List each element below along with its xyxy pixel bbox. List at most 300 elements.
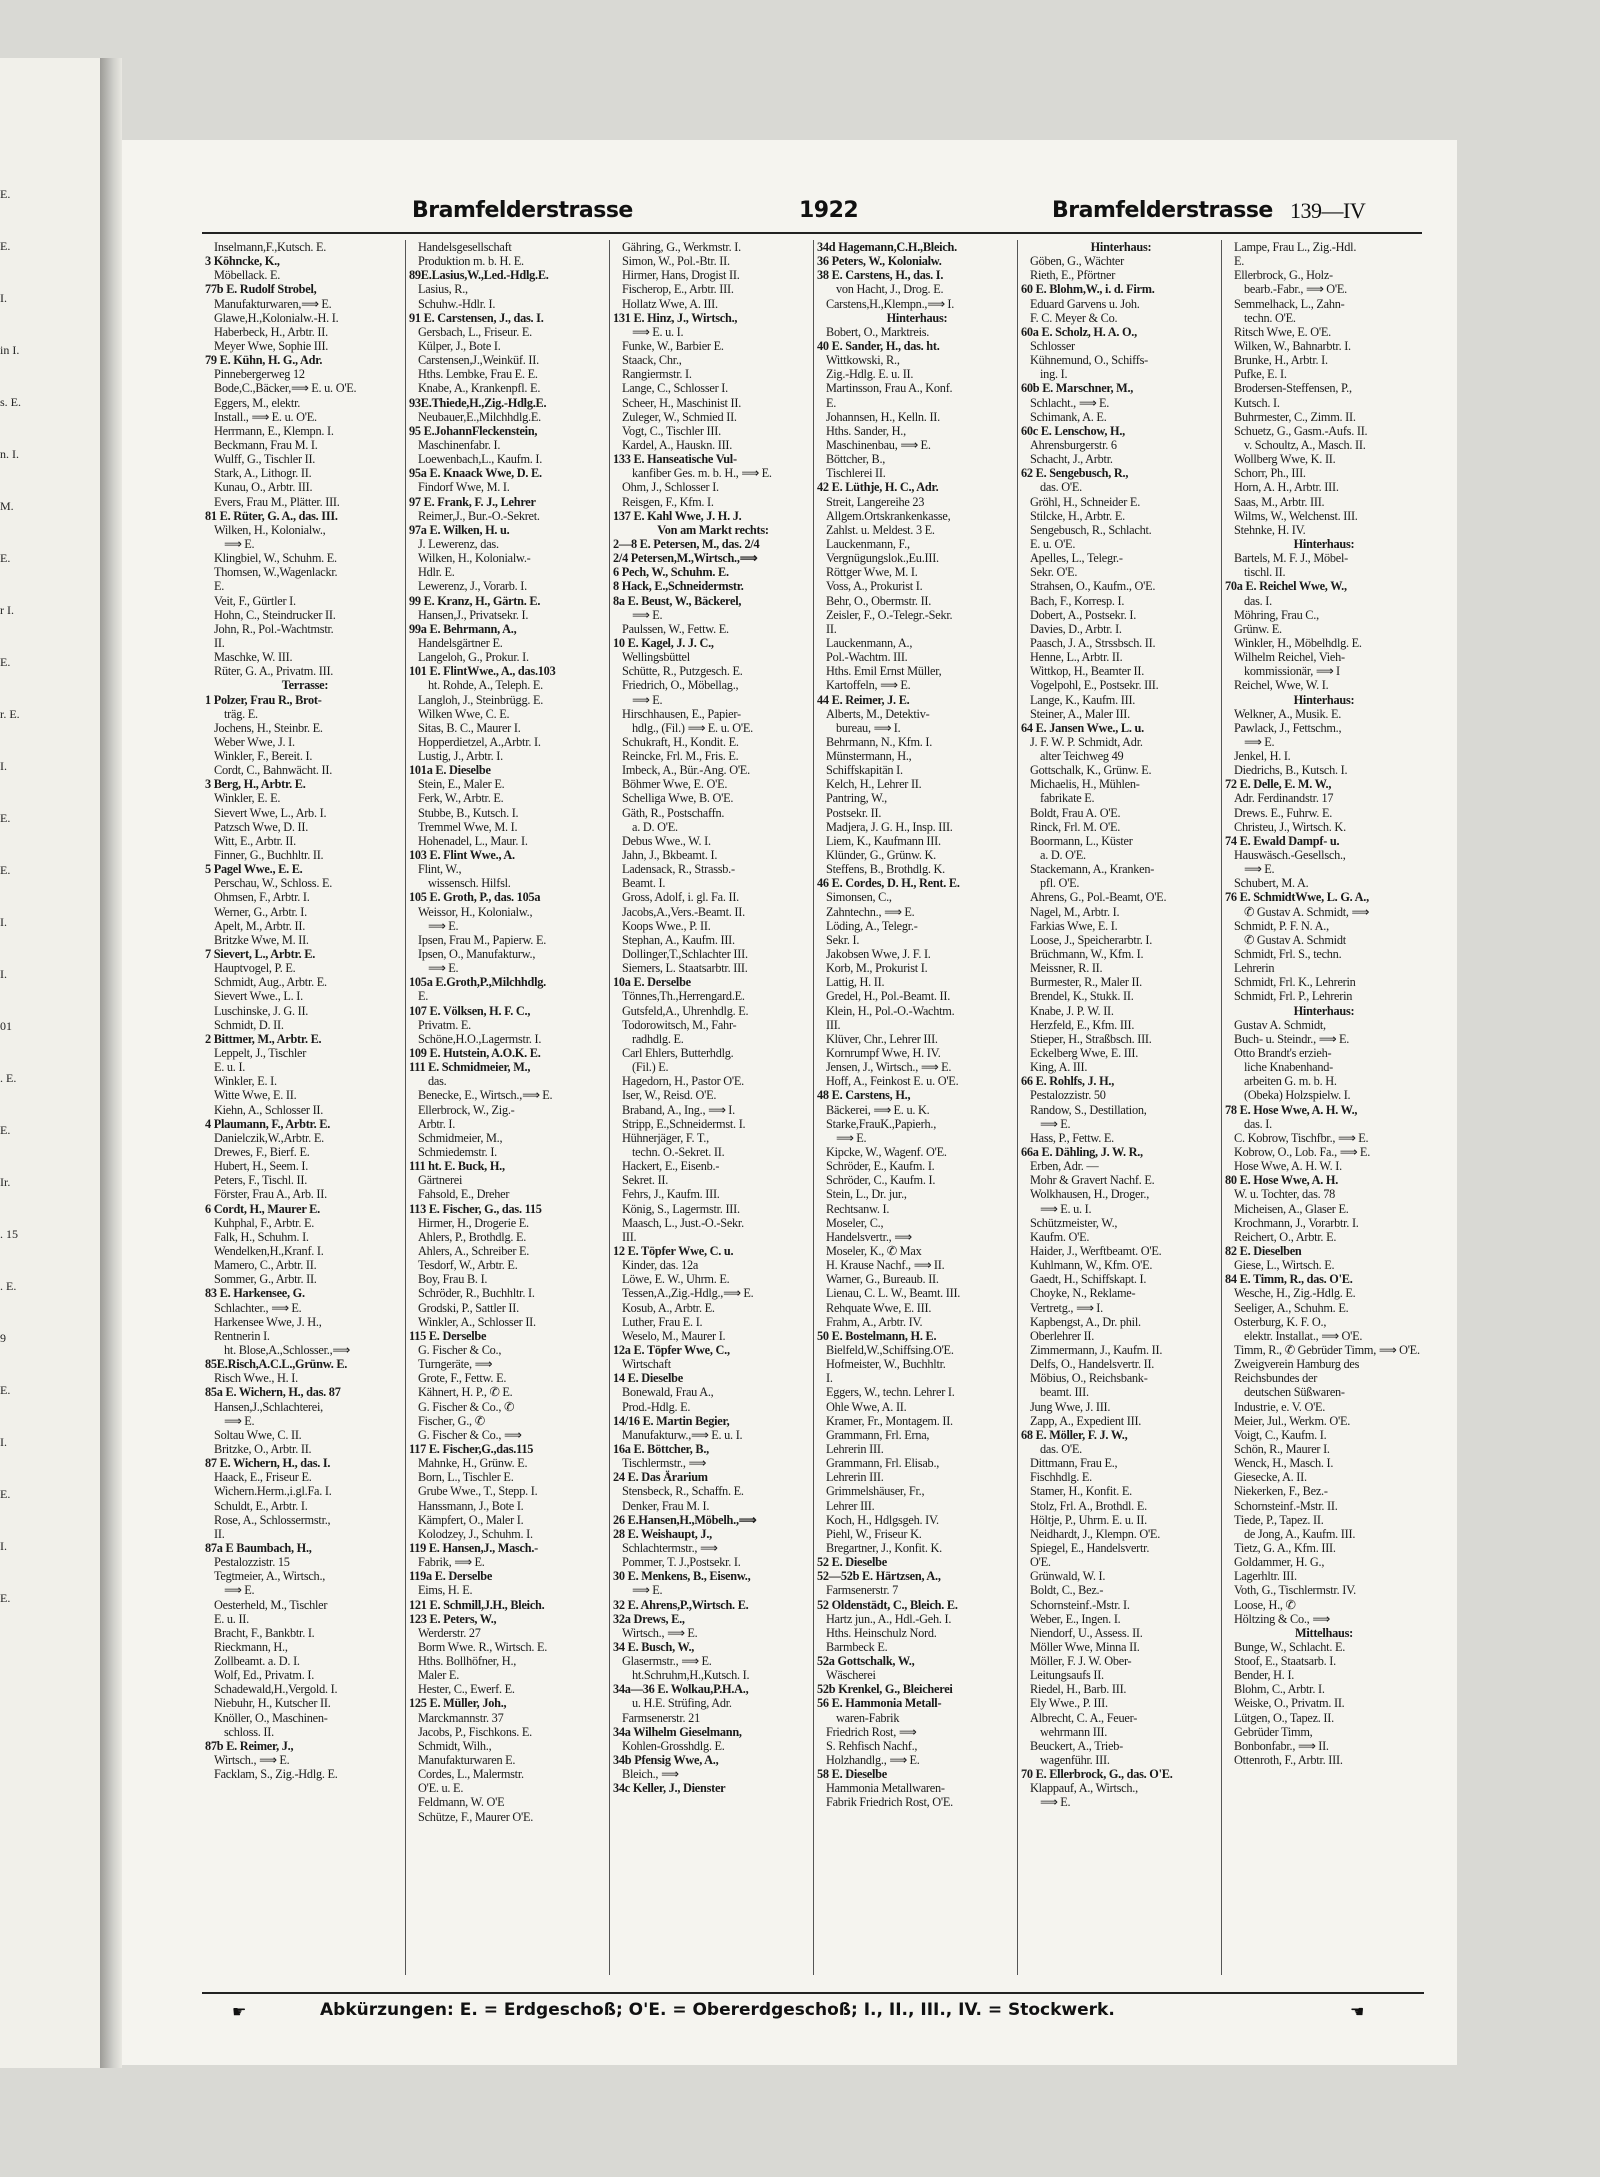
directory-entry: kommissionär, ⟹ I (1244, 664, 1340, 679)
directory-entry: Behr, O., Obermstr. II. (826, 593, 932, 608)
directory-entry: Reincke, Frl. M., Fris. E. (622, 749, 739, 764)
directory-entry: Gaedt, H., Schiffskapt. I. (1030, 1272, 1147, 1287)
directory-entry: waren-Fabrik (836, 1710, 900, 1725)
directory-entry: 38 E. Carstens, H., das. I. (817, 268, 944, 283)
directory-entry: Denker, Frau M. I. (622, 1498, 710, 1513)
directory-entry: ⟹ E. (428, 961, 459, 976)
directory-entry: Grünwald, W. I. (1030, 1569, 1106, 1584)
directory-entry: 66 E. Rohlfs, J. H., (1021, 1074, 1115, 1089)
directory-entry: Brendel, K., Stukk. II. (1030, 989, 1134, 1004)
previous-page-fragment: I. (0, 292, 7, 305)
directory-entry: Hanssmann, J., Bote I. (418, 1498, 524, 1513)
directory-entry: 34d Hagemann,C.H.,Bleich. (817, 240, 957, 254)
directory-entry: Randow, S., Destillation, (1030, 1102, 1147, 1117)
directory-entry: Tönnes,Th.,Herrengard.E. (622, 989, 745, 1004)
directory-entry: hdlg., (Fil.) ⟹ E. u. O'E. (632, 720, 753, 735)
directory-entry: u. H.E. Strüfing, Adr. (632, 1696, 732, 1711)
directory-entry: Schröder, C., Kaufm. I. (826, 1173, 936, 1188)
directory-entry: alter Teichweg 49 (1040, 749, 1124, 764)
directory-entry: Jensen, J., Wirtsch., ⟹ E. (826, 1060, 952, 1075)
directory-entry: Böhmer Wwe, E. O'E. (622, 777, 728, 792)
directory-entry: 81 E. Rüter, G. A., das. III. (205, 508, 338, 523)
directory-entry: 131 E. Hinz, J., Wirtsch., (613, 310, 738, 325)
directory-entry: Wilken Wwe, C. E. (418, 706, 510, 721)
directory-entry: Hohenadel, L., Maur. I. (418, 833, 528, 848)
directory-entry: Gersbach, L., Friseur. E. (418, 324, 532, 339)
directory-entry: Bobert, O., Marktreis. (826, 324, 930, 339)
directory-entry: Ottenroth, F., Arbtr. III. (1234, 1753, 1343, 1768)
directory-entry: Gäth, R., Postschaffn. (622, 805, 725, 820)
directory-entry: Findorf Wwe, M. I. (418, 480, 510, 495)
directory-entry: Friedrich Rost, ⟹ (826, 1724, 917, 1739)
directory-entry: Schiffskapitän I. (826, 763, 903, 778)
directory-entry: Prod.-Hdlg. E. (622, 1399, 691, 1414)
directory-entry: Goldammer, H. G., (1234, 1555, 1325, 1570)
directory-entry: ⟹ E. u. I. (632, 324, 684, 339)
directory-entry: Lauckenmann, F., (826, 536, 910, 551)
directory-entry: Tegtmeier, A., Wirtsch., (214, 1569, 326, 1584)
directory-entry: Kähnert, H. P., ✆ E. (418, 1385, 513, 1400)
directory-entry: Knabe, J. P. W. II. (1030, 1003, 1114, 1018)
directory-entry: Grammann, Frl. Elisab., (826, 1456, 940, 1471)
directory-entry: E. u. II. (214, 1611, 249, 1626)
directory-entry: Choyke, N., Reklame- (1030, 1286, 1136, 1301)
directory-entry: Niendorf, U., Assess. II. (1030, 1625, 1143, 1640)
directory-entry: Danielczik,W.,Arbtr. E. (214, 1130, 324, 1145)
directory-entry: Zweigverein Hamburg des (1234, 1357, 1360, 1372)
directory-entry: Todorowitsch, M., Fahr- (622, 1017, 737, 1032)
directory-entry: Wollberg Wwe, K. II. (1234, 452, 1336, 467)
directory-entry: Buhrmester, C., Zimm. II. (1234, 409, 1356, 424)
directory-entry: Rehquate Wwe, E. III. (826, 1300, 932, 1315)
directory-entry: Behrmann, N., Kfm. I. (826, 734, 933, 749)
directory-entry: Leppelt, J., Tischler (214, 1046, 307, 1061)
directory-entry: Sekret. II. (622, 1173, 669, 1188)
directory-entry: 52 Oldenstädt, C., Bleich. E. (817, 1597, 958, 1612)
directory-entry: Schöne,H.O.,Lagermstr. I. (418, 1031, 542, 1046)
directory-entry: Wenck, H., Masch. I. (1234, 1456, 1334, 1471)
directory-entry: 46 E. Cordes, D. H., Rent. E. (817, 876, 960, 891)
directory-entry: Vergnügungslok.,Eu.III. (826, 551, 939, 566)
directory-entry: 70a E. Reichel Wwe, W., (1225, 579, 1347, 594)
running-head-year: 1922 (799, 198, 859, 223)
directory-entry: Lagerhltr. III. (1234, 1569, 1297, 1584)
directory-entry: Farmsenerstr. 21 (622, 1710, 700, 1725)
directory-entry: ⟹ E. (1244, 862, 1275, 877)
directory-entry: 7 Sievert, L., Arbtr. E. (205, 947, 316, 962)
directory-entry: Hackert, E., Eisenb.- (622, 1159, 720, 1174)
directory-entry: von Hacht, J., Drog. E. (836, 282, 944, 297)
directory-entry: ⟹ E. (1040, 1116, 1071, 1131)
directory-entry: Soltau Wwe, C. II. (214, 1427, 302, 1442)
directory-entry: ht. Blose,A.,Schlosser.,⟹ (224, 1342, 350, 1357)
directory-entry: Friedrich, O., Möbellag., (622, 678, 739, 693)
directory-entry: Zeisler, F., O.-Telegr.-Sekr. (826, 607, 953, 622)
directory-entry: Semmelhack, L., Zahn- (1234, 296, 1345, 311)
directory-entry: 8 Hack, E.,Schneidermstr. (613, 579, 744, 594)
directory-entry: I. (826, 1371, 833, 1386)
directory-entry: Farmsenerstr. 7 (826, 1583, 899, 1598)
previous-page-fragment: E. (0, 1124, 11, 1137)
directory-entry: Möhring, Frau C., (1234, 607, 1319, 622)
directory-entry: Wirtsch., ⟹ E. (622, 1625, 698, 1640)
directory-entry: Otto Brandt's erzieh- (1234, 1046, 1332, 1061)
directory-entry: Wilken, H., Kolonialw., (214, 522, 326, 537)
directory-entry: Bender, H. I. (1234, 1668, 1295, 1683)
directory-entry: Wittkop, H., Beamter II. (1030, 664, 1145, 679)
directory-entry: Bonbonfabr., ⟹ II. (1234, 1738, 1329, 1753)
directory-entry: 58 E. Dieselbe (817, 1767, 887, 1782)
directory-entry: techn. O.-Sekret. II. (632, 1145, 725, 1159)
directory-entry: Ellerbrock, W., Zig.- (418, 1102, 515, 1117)
directory-entry: 3 Berg, H., Arbtr. E. (205, 777, 306, 792)
directory-entry: Mittelhaus: (1294, 1625, 1354, 1640)
directory-entry: Arbtr. I. (418, 1116, 456, 1131)
directory-entry: wagenführ. III. (1040, 1753, 1110, 1768)
pointing-hand-icon: ☛ (232, 2002, 247, 2021)
directory-entry: Fabrik, ⟹ E. (418, 1555, 485, 1570)
directory-entry: Hirmer, Hans, Drogist II. (622, 268, 740, 283)
directory-entry: Vogelpohl, E., Postsekr. III. (1030, 678, 1159, 693)
directory-entry: 76 E. SchmidtWwe, L. G. A., (1225, 890, 1369, 905)
directory-entry: Külper, J., Bote I. (418, 338, 501, 353)
directory-entry: 60b E. Marschner, M., (1021, 381, 1134, 396)
directory-entry: Grünw. E. (1234, 621, 1282, 636)
directory-entry: Wilms, W., Welchenst. III. (1234, 508, 1358, 523)
directory-entry: Timm, R., ✆ Gebrüder Timm, ⟹ O'E. (1234, 1342, 1420, 1357)
directory-entry: Vogt, C., Tischler III. (622, 423, 721, 438)
directory-entry: kanfiber Ges. m. b. H., ⟹ E. (632, 466, 772, 481)
previous-page-fragment: I. (0, 760, 7, 773)
directory-entry: Ahrensburgerstr. 6 (1030, 437, 1117, 452)
directory-entry: 34c Keller, J., Dienster (613, 1781, 726, 1796)
directory-entry: Wolf, Ed., Privatm. I. (214, 1668, 315, 1683)
directory-entry: Eckelberg Wwe, E. III. (1030, 1046, 1139, 1061)
directory-entry: Sievert Wwe, L., Arb. I. (214, 805, 327, 820)
directory-entry: Schütte, R., Putzgesch. E. (622, 664, 743, 679)
directory-entry: Scheer, H., Maschinist II. (622, 395, 742, 410)
directory-entry: Stilcke, H., Arbtr. E. (1030, 508, 1125, 523)
directory-entry: 34b Pfensig Wwe, A., (613, 1753, 719, 1768)
directory-entry: 34a—36 E. Wolkau,P.H.A., (613, 1682, 749, 1697)
directory-entry: Born, L., Tischler E. (418, 1470, 514, 1485)
directory-column (1018, 240, 1222, 1975)
directory-entry: Böttcher, B., (826, 452, 886, 467)
directory-entry: Glasermstr., ⟹ E. (622, 1654, 712, 1669)
directory-entry: 83 E. Harkensee, G. (205, 1286, 305, 1301)
page-number: 139—IV (1290, 198, 1366, 223)
directory-entry: Luschinske, J. G. II. (214, 1003, 309, 1018)
directory-entry: Hofmeister, W., Buchhltr. (826, 1357, 946, 1372)
previous-page-fragment: E. (0, 812, 11, 825)
directory-entry: 87a E Baumbach, H., (205, 1540, 312, 1555)
directory-entry: Schmidt, Frl. P., Lehrerin (1234, 989, 1353, 1004)
directory-entry: Nagel, M., Arbtr. I. (1030, 904, 1120, 919)
directory-entry: Schützmeister, W., (1030, 1215, 1118, 1230)
previous-page-fragment: I. (0, 916, 7, 929)
directory-entry: Lehrerin III. (826, 1441, 884, 1456)
directory-entry: 121 E. Schmill,J.H., Bleich. (409, 1597, 545, 1612)
directory-entry: Weissor, H., Kolonialw., (418, 904, 533, 919)
directory-entry: Meissner, R. II. (1030, 961, 1103, 976)
directory-entry: Gröhl, H., Schneider E. (1030, 494, 1141, 509)
directory-entry: Paasch, J. A., Strssbsch. II. (1030, 635, 1156, 650)
directory-entry: Brunke, H., Arbtr. I. (1234, 353, 1328, 368)
directory-entry: Fahsold, E., Dreher (418, 1187, 510, 1202)
previous-page-fragment: . 15 (0, 1228, 18, 1241)
previous-page-fragment: E. (0, 188, 11, 201)
directory-entry: beamt. III. (1040, 1385, 1089, 1400)
directory-entry: Ohle Wwe, A. II. (826, 1399, 907, 1414)
directory-entry: Förster, Frau A., Arb. II. (214, 1187, 327, 1202)
directory-entry: Langloh, J., Steinbrügg. E. (418, 692, 544, 707)
directory-entry: Rangiermstr. I. (622, 367, 692, 382)
directory-entry: träg. E. (224, 706, 258, 721)
directory-column (610, 240, 814, 1975)
directory-entry: Kobrow, O., Lob. Fa., ⟹ E. (1234, 1145, 1371, 1159)
directory-entry: Schuldt, E., Arbtr. I. (214, 1498, 308, 1513)
directory-entry: Pestalozzistr. 50 (1030, 1088, 1106, 1103)
directory-entry: Oesterheld, M., Tischler (214, 1597, 328, 1612)
directory-entry: Schlacht., ⟹ E. (1030, 395, 1110, 410)
directory-entry: 1 Polzer, Frau R., Brot- (205, 692, 322, 707)
directory-entry: Weselo, M., Maurer I. (622, 1328, 726, 1343)
directory-entry: Stein, E., Maler E. (418, 777, 505, 792)
abbreviations-footer (202, 1992, 1424, 2020)
directory-entry: Carl Ehlers, Butterhdlg. (622, 1046, 734, 1061)
directory-entry: Barmbeck E. (826, 1639, 888, 1654)
directory-entry: Inselmann,F.,Kutsch. E. (214, 240, 327, 254)
directory-entry: II. (214, 635, 225, 650)
directory-entry: Beckmann, Frau M. I. (214, 437, 318, 452)
directory-entry: Lienau, C. L. W., Beamt. III. (826, 1286, 961, 1301)
directory-entry: Stripp, E.,Schneidermst. I. (622, 1116, 746, 1131)
directory-entry: Postsekr. II. (826, 805, 882, 820)
directory-entry: Löding, A., Telegr.- (826, 918, 918, 933)
directory-entry: Tiede, P., Tapez. II. (1234, 1512, 1324, 1527)
directory-entry: Bartels, M. F. J., Möbel- (1234, 551, 1349, 566)
directory-entry: schloss. II. (224, 1724, 274, 1739)
directory-entry: 12 E. Töpfer Wwe, C. u. (613, 1243, 734, 1258)
directory-entry: Manufakturw.,⟹ E. u. I. (622, 1427, 743, 1442)
directory-entry: das. I. (1244, 593, 1272, 608)
directory-entry: Kelch, H., Lehrer II. (826, 777, 922, 792)
directory-entry: das. O'E. (1040, 480, 1082, 495)
directory-entry: Winkler, E. I. (214, 1074, 277, 1089)
directory-entry: Schornsteinf.-Mstr. II. (1234, 1498, 1338, 1513)
directory-entry: 52—52b E. Härtzsen, A., (817, 1569, 941, 1584)
directory-entry: Wesche, H., Zig.-Hdlg. E. (1234, 1286, 1356, 1301)
directory-entry: III. (826, 1017, 841, 1032)
previous-page-edge (0, 58, 101, 2068)
directory-entry: 52a Gottschalk, W., (817, 1654, 915, 1669)
directory-entry: Adr. Ferdinandstr. 17 (1234, 791, 1334, 806)
directory-entry: 3 Köhncke, K., (205, 254, 280, 269)
directory-entry: Haack, E., Friseur E. (214, 1470, 312, 1485)
directory-entry: Mohr & Gravert Nachf. E. (1030, 1173, 1155, 1188)
directory-entry: Reisgen, F., Kfm. I. (622, 494, 714, 509)
directory-entry: Möbius, O., Reichsbank- (1030, 1371, 1148, 1386)
directory-entry: Peters, F., Tischl. II. (214, 1173, 308, 1188)
directory-entry: O'E. (1030, 1555, 1051, 1570)
previous-page-fragment: r. E. (0, 708, 20, 721)
directory-entry: Höltzing & Co., ⟹ (1234, 1611, 1330, 1626)
directory-entry: 87b E. Reimer, J., (205, 1738, 294, 1753)
directory-entry: 113 E. Fischer, G., das. 115 (409, 1201, 542, 1216)
directory-entry: 6 Pech, W., Schuhm. E. (613, 565, 729, 580)
directory-entry: Tischlerei II. (826, 466, 886, 481)
directory-entry: Kartoffeln, ⟹ E. (826, 678, 911, 693)
directory-entry: 34a Wilhelm Gieselmann, (613, 1724, 742, 1739)
directory-entry: Hartz jun., A., Hdl.-Geh. I. (826, 1611, 952, 1626)
directory-entry: Debus Wwe., W. I. (622, 833, 711, 848)
directory-columns (202, 240, 1424, 1975)
directory-entry: Feldmann, W. O'E (418, 1795, 505, 1810)
directory-entry: Lattig, H. II. (826, 975, 885, 990)
directory-entry: arbeiten G. m. b. H. (1244, 1074, 1337, 1089)
directory-entry: C. Kobrow, Tischfbr., ⟹ E. (1234, 1130, 1369, 1145)
directory-entry: Diedrichs, B., Kutsch. I. (1234, 763, 1348, 778)
directory-entry: Strahsen, O., Kaufm., O'E. (1030, 579, 1156, 594)
directory-entry: Schmidt, Wilh., (418, 1738, 492, 1753)
directory-entry: III. (622, 1229, 637, 1244)
directory-entry: Ipsen, O., Manufakturw., (418, 947, 536, 962)
directory-entry: Zahntechn., ⟹ E. (826, 904, 915, 919)
directory-entry: Welkner, A., Musik. E. (1234, 706, 1342, 721)
directory-entry: F. C. Meyer & Co. (1030, 310, 1118, 325)
directory-entry: John, R., Pol.-Wachtmstr. (214, 621, 334, 636)
directory-entry: ⟹ E. (224, 1583, 255, 1598)
directory-entry: ⟹ E. u. I. (1040, 1201, 1092, 1216)
directory-entry: 133 E. Hanseatische Vul- (613, 452, 737, 467)
directory-entry: Ferk, W., Arbtr. E. (418, 791, 504, 806)
directory-entry: II. (826, 621, 837, 636)
directory-entry: Benecke, E., Wirtsch.,⟹ E. (418, 1088, 553, 1103)
directory-entry: J. Lewerenz, das. (418, 536, 499, 551)
directory-entry: Eggers, W., techn. Lehrer I. (826, 1385, 955, 1400)
directory-entry: 60a E. Scholz, H. A. O., (1021, 324, 1137, 339)
directory-entry: 137 E. Kahl Wwe, J. H. J. (613, 508, 742, 523)
directory-entry: 30 E. Menkens, B., Eisenw., (613, 1569, 751, 1584)
directory-entry: Koch, H., Hdlgsgeh. IV. (826, 1512, 939, 1527)
directory-entry: 93E.Thiede,H.,Zig.-Hdlg.E. (409, 395, 547, 410)
directory-entry: E. (826, 395, 837, 410)
directory-entry: 6 Cordt, H., Maurer E. (205, 1201, 320, 1216)
directory-entry: 14/16 E. Martin Begier, (613, 1413, 730, 1428)
directory-entry: v. Schoultz, A., Masch. II. (1244, 437, 1366, 452)
directory-entry: Schorr, Ph., III. (1234, 466, 1306, 481)
directory-entry: 56 E. Hammonia Metall- (817, 1696, 942, 1711)
previous-page-fragment: 9 (0, 1332, 6, 1345)
directory-entry: Hammonia Metallwaren- (826, 1781, 945, 1796)
previous-page-fragment: E. (0, 656, 11, 669)
previous-page-fragment: E. (0, 864, 11, 877)
directory-entry: Sitas, B. C., Maurer I. (418, 720, 521, 735)
directory-entry: Risch Wwe., H. I. (214, 1371, 298, 1386)
directory-entry: Johannsen, H., Kelln. II. (826, 409, 940, 424)
previous-page-fragment: I. (0, 1436, 7, 1449)
directory-entry: 99a E. Behrmann, A., (409, 621, 517, 636)
directory-entry: Hths. Emil Ernst Müller, (826, 664, 942, 679)
directory-entry: Ipsen, Frau M., Papierw. E. (418, 932, 547, 947)
directory-entry: Knöller, O., Maschinen- (214, 1710, 328, 1725)
book-gutter (100, 58, 122, 2068)
directory-entry: 24 E. Das Ärarium (613, 1470, 708, 1485)
directory-entry: Werderstr. 27 (418, 1625, 481, 1640)
directory-entry: Zig.-Hdlg. E. u. II. (826, 367, 914, 382)
previous-page-fragment: E. (0, 240, 11, 253)
directory-entry: das. I. (1244, 1116, 1272, 1131)
directory-entry: Ahlers, P., Brothdlg. E. (418, 1229, 527, 1244)
directory-entry: 119a E. Derselbe (409, 1569, 493, 1584)
directory-entry: Wichern.Herm.,i.gl.Fa. I. (214, 1484, 332, 1499)
directory-entry: Ohm, J., Schlosser I. (622, 480, 719, 495)
directory-entry: 62 E. Sengebusch, R., (1021, 466, 1129, 481)
directory-entry: Stieper, H., Straßbsch. III. (1030, 1031, 1152, 1046)
directory-entry: O'E. u. E. (418, 1781, 464, 1796)
directory-entry: Giese, L., Wirtsch. E. (1234, 1258, 1335, 1273)
directory-entry: Schukraft, H., Kondit. E. (622, 734, 739, 749)
directory-entry: 64 E. Jansen Wwe., L. u. (1021, 720, 1144, 735)
directory-entry: 111 ht. E. Buck, H., (409, 1159, 505, 1174)
directory-entry: Boormann, L., Küster (1030, 833, 1133, 848)
directory-entry: Drewes, F., Bierf. E. (214, 1145, 310, 1159)
directory-entry: W. u. Tochter, das. 78 (1234, 1187, 1336, 1202)
directory-entry: Marckmannstr. 37 (418, 1710, 504, 1725)
directory-entry: a. D. O'E. (632, 819, 678, 834)
directory-entry: Steffens, B., Brothdlg. K. (826, 862, 945, 877)
directory-entry: Niekerken, F., Bez.- (1234, 1484, 1328, 1499)
directory-entry: Zahlst. u. Meldest. 3 E. (826, 522, 935, 537)
directory-entry: Langeloh, G., Prokur. I. (418, 650, 529, 665)
directory-entry: Staack, Chr., (622, 353, 682, 368)
directory-entry: Luther, Frau E. I. (622, 1314, 703, 1329)
directory-entry: Winkler, H., Möbelhdlg. E. (1234, 635, 1362, 650)
directory-entry: Moseler, K., ✆ Max (826, 1243, 922, 1258)
directory-entry: Löwe, E. W., Uhrm. E. (622, 1272, 730, 1287)
directory-entry: ⟹ E. (632, 692, 663, 707)
directory-entry: Hirschhausen, E., Papier- (622, 706, 741, 721)
directory-entry: Klingbiel, W., Schuhm. E. (214, 551, 337, 566)
directory-entry: Voigt, C., Kaufm. I. (1234, 1427, 1327, 1442)
directory-entry: H. Krause Nachf., ⟹ II. (826, 1258, 945, 1273)
directory-entry: techn. O'E. (1244, 310, 1296, 325)
directory-entry: Tietz, G. A., Kfm. III. (1234, 1540, 1336, 1555)
directory-entry: Haider, J., Werftbeamt. O'E. (1030, 1243, 1162, 1258)
directory-entry: bearb.-Fabr., ⟹ O'E. (1244, 282, 1347, 297)
directory-entry: Eduard Garvens u. Joh. (1030, 296, 1140, 311)
directory-entry: Braband, A., Ing., ⟹ I. (622, 1102, 735, 1117)
directory-entry: 32 E. Ahrens,P.,Wirtsch. E. (613, 1597, 749, 1612)
directory-entry: Meyer Wwe, Sophie III. (214, 338, 329, 353)
directory-entry: Fischer, G., ✆ (418, 1413, 485, 1428)
directory-entry: Kühnemund, O., Schiffs- (1030, 353, 1149, 368)
directory-entry: Bach, F., Korresp. I. (1030, 593, 1125, 608)
directory-entry: Rose, A., Schlossermstr., (214, 1512, 331, 1527)
directory-entry: 2—8 E. Petersen, M., das. 2/4 (613, 536, 760, 551)
directory-entry: Albrecht, C. A., Feuer- (1030, 1710, 1138, 1725)
header-rule (202, 232, 1422, 234)
directory-entry: Finner, G., Buchhltr. II. (214, 848, 324, 863)
directory-entry: Witt, E., Arbtr. II. (214, 833, 296, 848)
directory-entry: ⟹ E. (1244, 734, 1275, 749)
directory-page (122, 140, 1457, 2065)
directory-entry: Hollatz Wwe, A. III. (622, 296, 718, 311)
directory-entry: Zuleger, W., Schmied II. (622, 409, 737, 424)
directory-entry: Moseler, C., (826, 1215, 884, 1230)
directory-entry: 111 E. Schmidmeier, M., (409, 1060, 531, 1075)
directory-entry: Giesecke, A. II. (1234, 1470, 1307, 1485)
